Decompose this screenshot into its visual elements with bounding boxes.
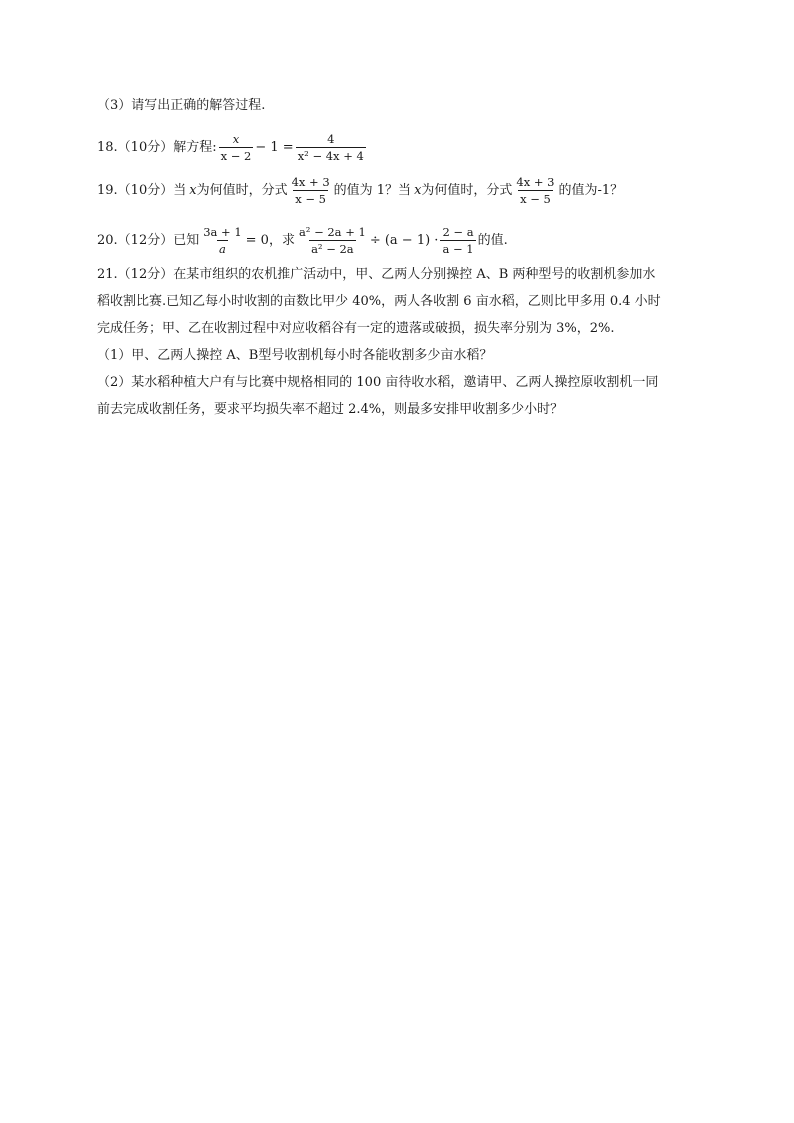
- q21-subquestion-2-line-2-text: 前去完成收割任务，要求平均损失率不超过 2.4%，则最多安排甲收割多少小时？: [97, 402, 564, 417]
- q19-fraction-a-denominator: x − 5: [295, 192, 326, 206]
- q18-left-fraction: [219, 132, 254, 163]
- q17-part3-text: （3）请写出正确的解答过程.: [97, 98, 266, 113]
- q19-variable-x-2: x: [414, 182, 422, 198]
- q20-condition-denominator: a: [219, 242, 226, 256]
- q18-right-numerator: 4: [327, 132, 335, 146]
- q20-expression-1-denominator: a² − 2a: [311, 242, 354, 256]
- q18-label: 18.（10分）解方程:: [97, 139, 217, 155]
- q19-fraction-a: [290, 175, 332, 206]
- q19-fraction-b-numerator: 4x + 3: [516, 175, 555, 189]
- q21-line-1-text: 21.（12分）在某市组织的农机推广活动中，甲、乙两人分别操控 A、B 两种型号的收割机参加水: [97, 267, 656, 282]
- q20-label: 20.（12分）已知: [97, 232, 200, 248]
- q21-subquestion-2-line-1-text: （2）某水稻种植大户有与比赛中规格相同的 100 亩待收水稻，邀请甲、乙两人操控原收割机一同: [97, 375, 659, 390]
- q18-right-denominator: x² − 4x + 4: [297, 149, 364, 163]
- q21-line-2-text: 稻收割比赛.已知乙每小时收割的亩数比甲少 40%，两人各收割 6 亩水稻，乙则比甲多用 0.4 小时: [97, 294, 661, 309]
- q20-expression-fraction-1: [297, 225, 368, 256]
- q19-fraction-b: [514, 175, 556, 206]
- q20-expression-2-numerator: 2 − a: [442, 225, 474, 239]
- q19-text4: 的值为-1？: [558, 182, 624, 198]
- q19-text3: 为何值时，分式: [421, 182, 513, 198]
- q21-subquestion-1: [97, 346, 492, 366]
- question-19: [97, 175, 623, 206]
- question-18: [97, 132, 368, 163]
- q19-fraction-b-denominator: x − 5: [520, 192, 551, 206]
- q21-line-1: [97, 265, 655, 285]
- q19-label: 19.（10分）当: [97, 182, 187, 198]
- q18-left-numerator: x: [232, 132, 240, 146]
- q18-left-denominator: x − 2: [220, 149, 252, 163]
- q18-right-fraction: [296, 132, 366, 163]
- q20-condition-fraction: [201, 225, 243, 256]
- q21-subquestion-2-line-2: [97, 400, 563, 420]
- q17-part3: [97, 96, 265, 116]
- q20-expression-fraction-2: [440, 225, 475, 256]
- q19-variable-x: x: [189, 182, 197, 198]
- q20-condition-numerator: 3a + 1: [203, 225, 242, 239]
- q20-expression-1-numerator: a² − 2a + 1: [298, 225, 366, 239]
- q19-text2: 的值为 1？当: [333, 182, 412, 198]
- q20-expression-middle: ÷ (a − 1) ·: [369, 232, 439, 248]
- q18-minus-one: − 1 =: [255, 139, 294, 155]
- q21-line-3-text: 完成任务；甲、乙在收割过程中对应收稻谷有一定的遗落或破损，损失率分别为 3%，2%.: [97, 321, 615, 336]
- q19-fraction-a-numerator: 4x + 3: [291, 175, 330, 189]
- q19-text1: 为何值时，分式: [196, 182, 288, 198]
- q21-subquestion-1-text: （1）甲、乙两人操控 A、B型号收割机每小时各能收割多少亩水稻？: [97, 348, 493, 363]
- q21-line-2: [97, 292, 661, 312]
- q20-tail: 的值.: [477, 232, 508, 248]
- q20-expression-2-denominator: a − 1: [442, 242, 474, 256]
- q21-subquestion-2-line-1: [97, 373, 658, 393]
- q20-condition-equals: = 0，求: [245, 232, 295, 248]
- question-20: [97, 225, 508, 256]
- q21-line-3: [97, 319, 615, 339]
